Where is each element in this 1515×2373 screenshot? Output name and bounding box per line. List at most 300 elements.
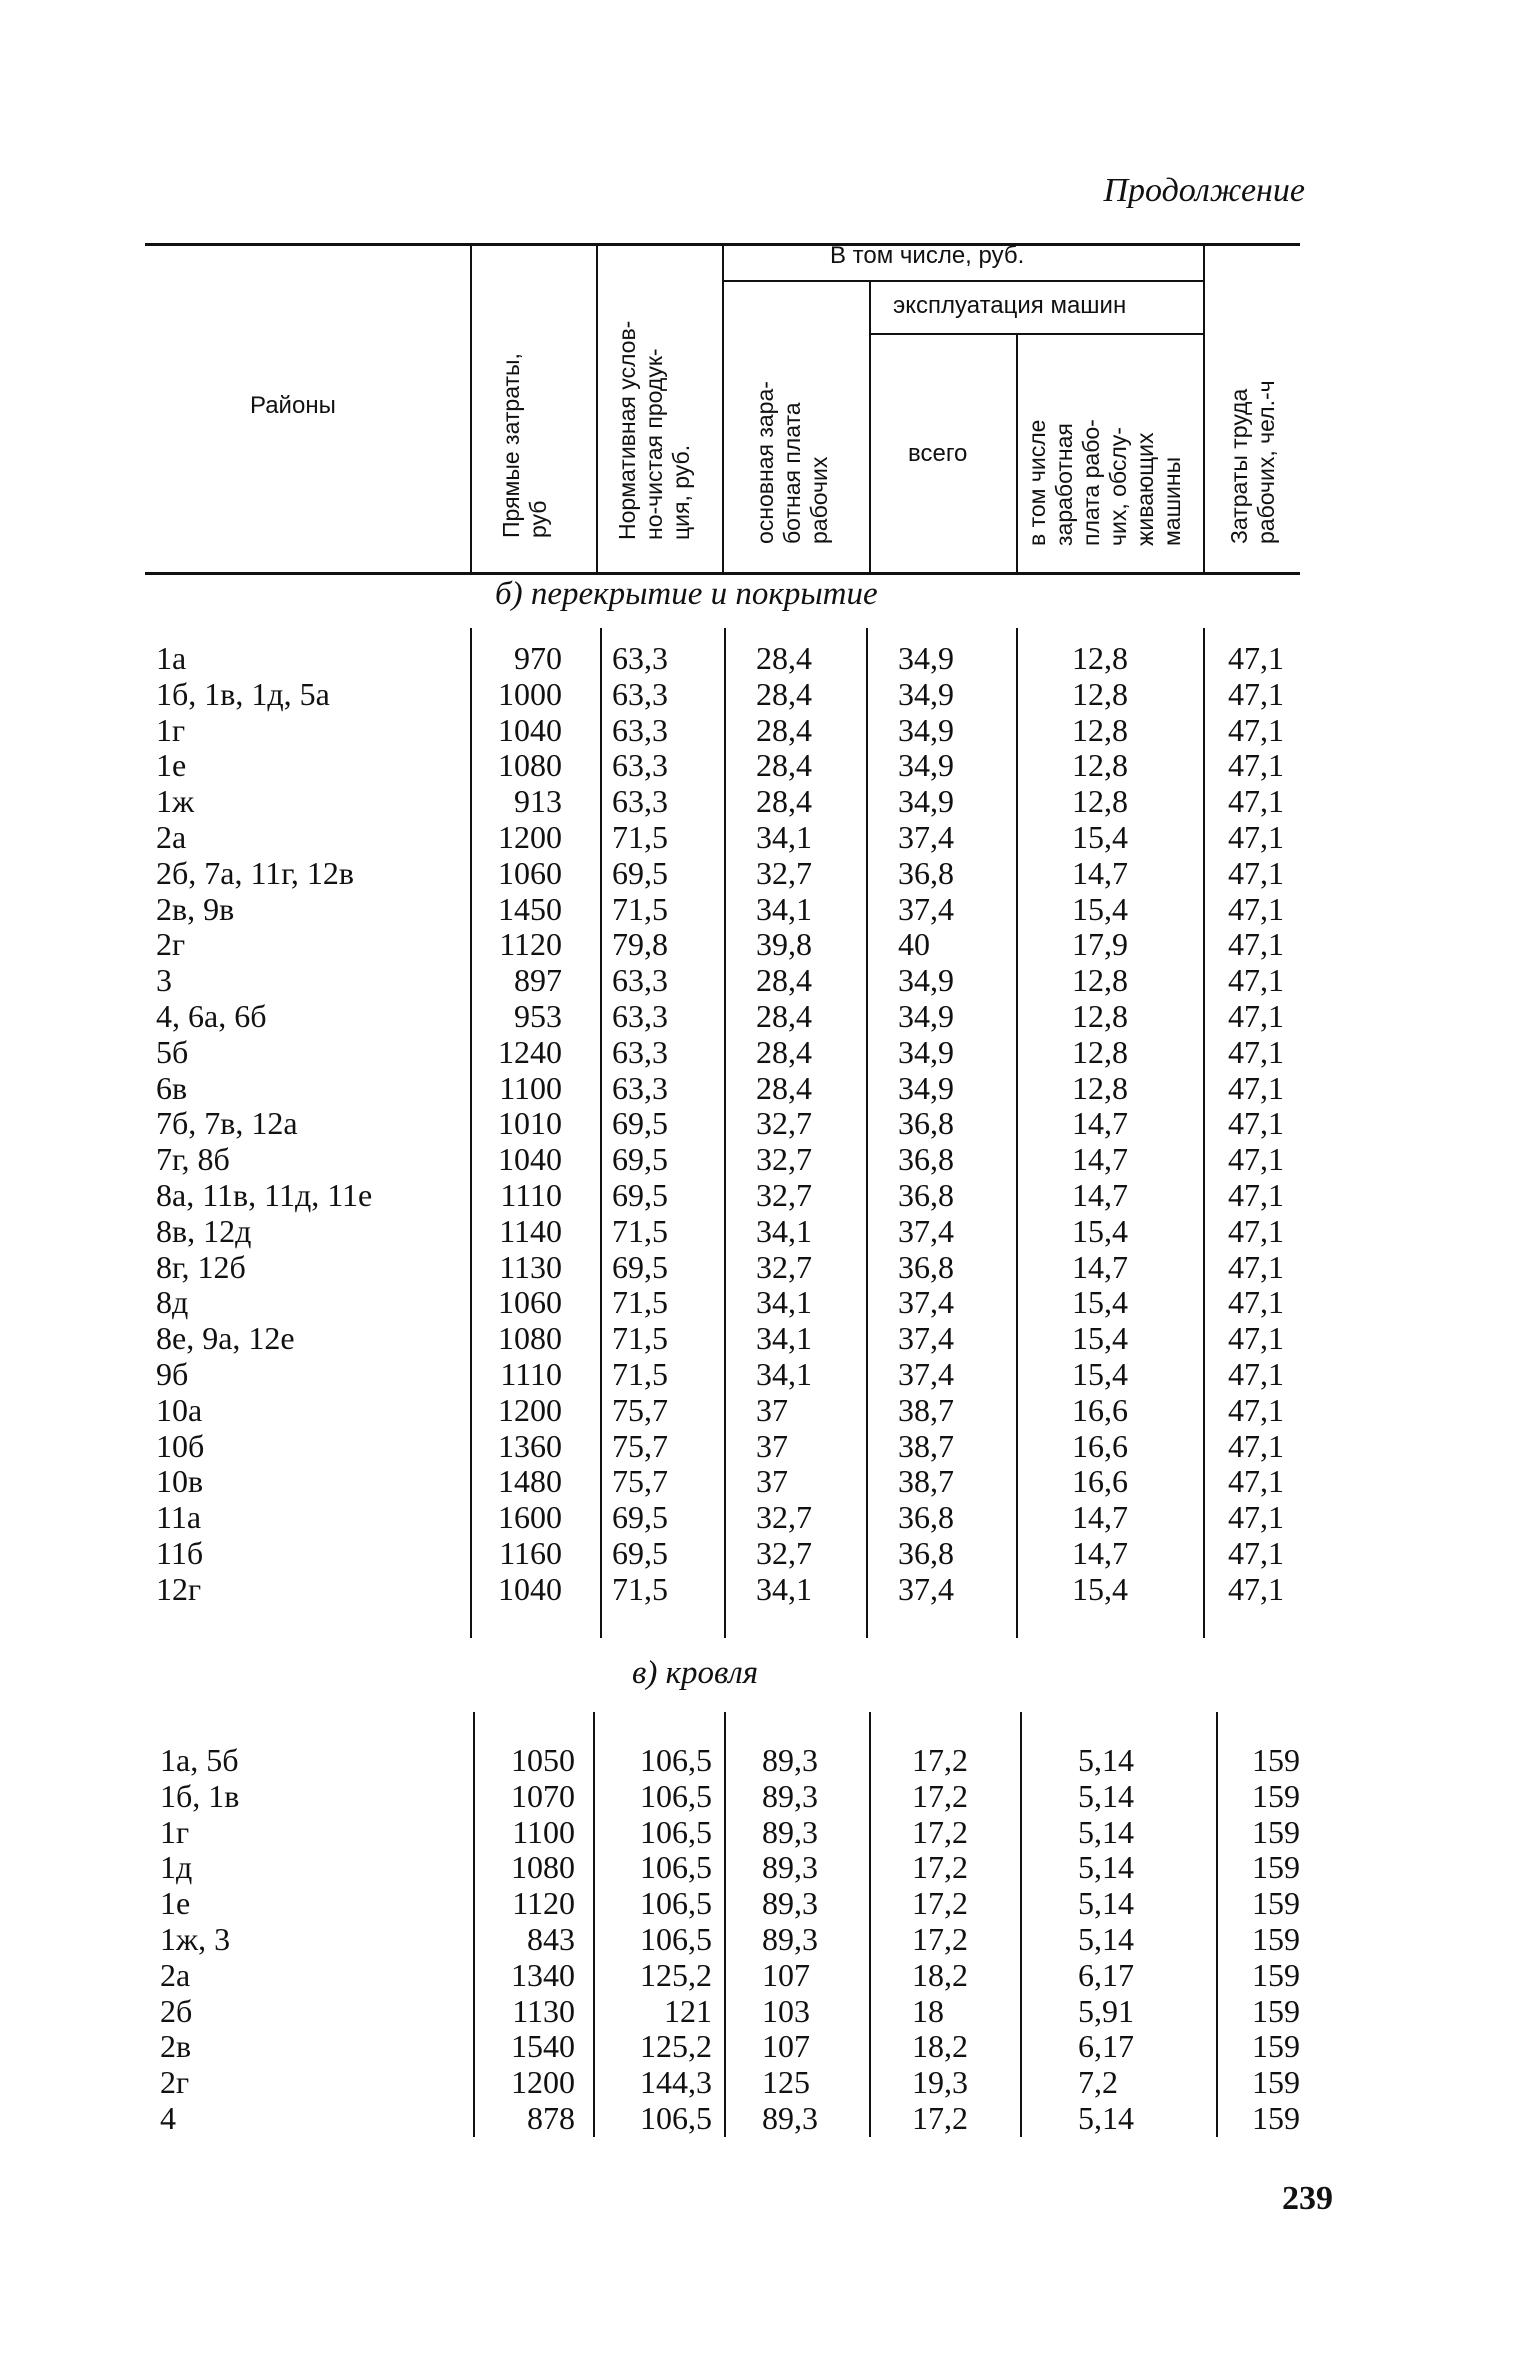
cell-region: 1г [156,711,186,748]
table-row [0,783,1515,819]
cell-machines-total: 17,2 [912,1849,968,1886]
cell-machines-total: 34,9 [898,783,954,820]
table-row [0,1993,1515,2029]
cell-labor: 47,1 [1228,819,1284,855]
table-row [0,998,1515,1034]
cell-region: 1е [156,747,187,784]
cell-direct-cost: 1080 [511,1849,575,1886]
cell-normative: 71,5 [612,1570,668,1607]
cell-machine-wage: 6,17 [1078,1956,1134,1993]
cell-region: 7б, 7в, 12а [156,1105,298,1142]
cell-region: 4, 6а, 6б [156,998,267,1034]
cell-labor: 47,1 [1228,1356,1284,1392]
cell-wage: 34,1 [756,1356,812,1392]
cell-labor: 47,1 [1228,1391,1284,1428]
table-row [0,1885,1515,1921]
cell-labor: 159 [1252,2064,1300,2101]
cell-machines-total: 17,2 [912,1742,968,1778]
cell-direct-cost: 1480 [498,1463,562,1500]
cell-wage: 34,1 [756,819,812,855]
cell-machine-wage: 14,7 [1072,854,1128,891]
cell-machine-wage: 5,14 [1078,1921,1134,1957]
cell-region: 2а [156,819,187,855]
table-row [0,926,1515,962]
table-row [0,1070,1515,1106]
cell-wage: 28,4 [756,747,812,784]
cell-region: 5б [156,1033,189,1070]
cell-wage: 28,4 [756,962,812,999]
cell-wage: 32,7 [756,1248,812,1285]
cell-wage: 125 [762,2064,810,2101]
table-row [0,1213,1515,1249]
table-row [0,2028,1515,2064]
cell-normative: 69,5 [612,854,668,891]
cell-direct-cost: 1340 [511,1956,575,1993]
cell-machine-wage: 14,7 [1072,1499,1128,1536]
cell-machine-wage: 5,14 [1078,1849,1134,1886]
cell-machines-total: 17,2 [912,2100,968,2136]
header-bottom-rule [145,572,1300,575]
cell-normative: 106,5 [640,1885,712,1922]
incl-group-rule [723,280,1203,282]
cell-region: 11а [156,1499,202,1536]
table-row [0,1921,1515,1957]
cell-region: 1б, 1в [160,1777,240,1814]
cell-wage: 28,4 [756,783,812,820]
cell-normative: 63,3 [612,998,668,1034]
cell-labor: 47,1 [1228,1463,1284,1500]
cell-normative: 63,3 [612,1069,668,1106]
cell-normative: 71,5 [612,1320,668,1357]
header-divider [1016,335,1018,572]
cell-normative: 63,3 [612,675,668,712]
group-header-machines: эксплуатация машин [893,292,1127,319]
header-divider [1203,243,1205,572]
cell-wage: 89,3 [762,1777,818,1814]
cell-normative: 125,2 [640,2028,712,2065]
cell-region: 1ж, 3 [160,1921,231,1957]
cell-normative: 106,5 [640,2100,712,2136]
cell-direct-cost: 1120 [512,1885,575,1922]
continuation-label: Продолжение [1103,172,1305,209]
cell-direct-cost: 1240 [498,1033,562,1070]
cell-wage: 89,3 [762,1813,818,1850]
cell-direct-cost: 1140 [499,1212,562,1249]
cell-region: 1е [160,1885,191,1922]
cell-region: 2в, 9в [156,890,235,927]
cell-machines-total: 37,4 [898,819,954,855]
cell-direct-cost: 1080 [498,1320,562,1357]
section-title-roof: в) кровля [632,1655,759,1691]
cell-machines-total: 38,7 [898,1391,954,1428]
cell-direct-cost: 1110 [500,1356,562,1392]
cell-wage: 89,3 [762,1742,818,1778]
cell-labor: 47,1 [1228,1570,1284,1607]
cell-direct-cost: 1600 [498,1499,562,1536]
cell-labor: 47,1 [1228,1284,1284,1321]
cell-labor: 47,1 [1228,1248,1284,1285]
cell-machine-wage: 12,8 [1072,998,1128,1034]
cell-labor: 47,1 [1228,1177,1284,1213]
cell-labor: 47,1 [1228,1105,1284,1142]
cell-machines-total: 38,7 [898,1463,954,1500]
cell-machines-total: 34,9 [898,711,954,748]
cell-machines-total: 17,2 [912,1813,968,1850]
cell-machines-total: 36,8 [898,1105,954,1142]
cell-region: 12г [156,1570,202,1607]
cell-direct-cost: 953 [514,998,562,1034]
cell-labor: 159 [1252,2028,1300,2065]
cell-region: 7г, 8б [156,1141,230,1178]
cell-direct-cost: 1040 [498,1570,562,1607]
cell-labor: 47,1 [1228,926,1284,963]
cell-labor: 159 [1252,1956,1300,1993]
cell-wage: 39,8 [756,926,812,963]
cell-machine-wage: 17,9 [1072,926,1128,963]
cell-machines-total: 37,4 [898,1570,954,1607]
table-row [0,676,1515,712]
cell-wage: 32,7 [756,1499,812,1536]
cell-normative: 106,5 [640,1777,712,1814]
cell-direct-cost: 1200 [511,2064,575,2101]
cell-machine-wage: 7,2 [1078,2064,1118,2101]
cell-region: 8в, 12д [156,1212,252,1249]
cell-direct-cost: 1080 [498,747,562,784]
cell-direct-cost: 1010 [498,1105,562,1142]
cell-region: 8а, 11в, 11д, 11е [156,1177,373,1213]
cell-region: 1б, 1в, 1д, 5а [156,675,330,712]
cell-direct-cost: 1200 [498,1391,562,1428]
cell-region: 1а, 5б [160,1742,239,1778]
cell-labor: 47,1 [1228,747,1284,784]
cell-labor: 159 [1252,1777,1300,1814]
header-divider [722,243,724,572]
cell-machines-total: 18,2 [912,2028,968,2065]
cell-labor: 47,1 [1228,854,1284,891]
cell-machine-wage: 16,6 [1072,1463,1128,1500]
cell-region: 9б [156,1356,189,1392]
cell-region: 10а [156,1391,203,1428]
cell-normative: 106,5 [640,1742,712,1778]
cell-direct-cost: 1000 [498,675,562,712]
cell-machine-wage: 5,14 [1078,1777,1134,1814]
cell-normative: 69,5 [612,1105,668,1142]
cell-machine-wage: 16,6 [1072,1391,1128,1428]
cell-direct-cost: 1540 [511,2028,575,2065]
cell-direct-cost: 1060 [498,1284,562,1321]
cell-machines-total: 37,4 [898,1320,954,1357]
cell-wage: 37 [756,1391,788,1428]
cell-wage: 34,1 [756,1212,812,1249]
cell-direct-cost: 913 [514,783,562,820]
cell-labor: 47,1 [1228,1320,1284,1357]
cell-labor: 47,1 [1228,1427,1284,1464]
table-row [0,1957,1515,1993]
cell-wage: 28,4 [756,640,812,676]
cell-machine-wage: 12,8 [1072,640,1128,676]
cell-region: 6в [156,1069,188,1106]
cell-machines-total: 37,4 [898,890,954,927]
table-row [0,1284,1515,1320]
cell-machines-total: 18,2 [912,1956,968,1993]
table-row [0,1034,1515,1070]
cell-machines-total: 17,2 [912,1777,968,1814]
cell-region: 2в [160,2028,192,2065]
cell-normative: 125,2 [640,1956,712,1993]
cell-region: 11б [156,1535,204,1571]
cell-region: 2г [160,2064,190,2101]
section-title-floor: б) перекрытие и покрытие [495,576,878,612]
table-row [0,1535,1515,1571]
cell-direct-cost: 1100 [512,1813,575,1850]
cell-machine-wage: 5,14 [1078,2100,1134,2136]
col-header-wage: основная зара- ботная плата рабочих [752,381,832,544]
cell-machines-total: 36,8 [898,1499,954,1536]
cell-labor: 47,1 [1228,783,1284,820]
cell-machines-total: 38,7 [898,1427,954,1464]
table-row [0,962,1515,998]
cell-wage: 32,7 [756,1141,812,1178]
cell-wage: 89,3 [762,2100,818,2136]
cell-machines-total: 37,4 [898,1212,954,1249]
cell-wage: 32,7 [756,1105,812,1142]
cell-machine-wage: 6,17 [1078,2028,1134,2065]
cell-normative: 75,7 [612,1427,668,1464]
table-row [0,1177,1515,1213]
cell-labor: 159 [1252,1921,1300,1957]
cell-machine-wage: 14,7 [1072,1141,1128,1178]
cell-labor: 47,1 [1228,1069,1284,1106]
cell-machine-wage: 15,4 [1072,1320,1128,1357]
page-number: 239 [1282,2180,1333,2217]
cell-machine-wage: 12,8 [1072,783,1128,820]
cell-wage: 28,4 [756,998,812,1034]
cell-wage: 89,3 [762,1921,818,1957]
cell-region: 4 [160,2100,176,2136]
cell-labor: 47,1 [1228,675,1284,712]
cell-normative: 71,5 [612,819,668,855]
cell-machine-wage: 12,8 [1072,962,1128,999]
cell-wage: 89,3 [762,1885,818,1922]
cell-machine-wage: 14,7 [1072,1535,1128,1571]
cell-region: 10в [156,1463,204,1500]
cell-wage: 32,7 [756,854,812,891]
cell-machine-wage: 15,4 [1072,819,1128,855]
cell-wage: 28,4 [756,1033,812,1070]
table-row [0,712,1515,748]
cell-machine-wage: 15,4 [1072,1212,1128,1249]
cell-wage: 107 [762,1956,810,1993]
table-row [0,2064,1515,2100]
cell-direct-cost: 1040 [498,1141,562,1178]
cell-labor: 47,1 [1228,711,1284,748]
cell-labor: 47,1 [1228,1141,1284,1178]
cell-direct-cost: 1360 [498,1427,562,1464]
cell-machine-wage: 15,4 [1072,1284,1128,1321]
cell-machines-total: 19,3 [912,2064,968,2101]
cell-labor: 159 [1252,1885,1300,1922]
cell-machines-total: 17,2 [912,1885,968,1922]
table-row [0,1428,1515,1464]
cell-labor: 47,1 [1228,1212,1284,1249]
cell-wage: 34,1 [756,1570,812,1607]
cell-machine-wage: 5,14 [1078,1885,1134,1922]
cell-direct-cost: 1200 [498,819,562,855]
table-row [0,2100,1515,2136]
cell-direct-cost: 1110 [500,1177,562,1213]
cell-normative: 144,3 [640,2064,712,2101]
cell-normative: 71,5 [612,1356,668,1392]
cell-wage: 103 [762,1992,810,2029]
cell-labor: 47,1 [1228,1499,1284,1536]
cell-wage: 37 [756,1427,788,1464]
cell-machines-total: 34,9 [898,1069,954,1106]
cell-region: 3 [156,962,172,999]
cell-machine-wage: 5,14 [1078,1742,1134,1778]
cell-machine-wage: 12,8 [1072,1033,1128,1070]
col-header-normative: Нормативная услов- но-чистая продук- ция, руб. [614,320,694,540]
cell-machine-wage: 5,91 [1078,1992,1134,2029]
cell-wage: 32,7 [756,1535,812,1571]
cell-wage: 37 [756,1463,788,1500]
cell-machine-wage: 15,4 [1072,1356,1128,1392]
cell-normative: 63,3 [612,747,668,784]
cell-normative: 121 [664,1992,712,2029]
cell-wage: 89,3 [762,1849,818,1886]
cell-machine-wage: 14,7 [1072,1177,1128,1213]
cell-normative: 75,7 [612,1463,668,1500]
cell-normative: 106,5 [640,1921,712,1957]
cell-wage: 107 [762,2028,810,2065]
cell-wage: 34,1 [756,890,812,927]
cell-machines-total: 34,9 [898,640,954,676]
table-row [0,1814,1515,1850]
cell-machines-total: 17,2 [912,1921,968,1957]
cell-wage: 34,1 [756,1284,812,1321]
cell-region: 1ж [156,783,195,820]
cell-labor: 47,1 [1228,998,1284,1034]
cell-normative: 63,3 [612,1033,668,1070]
cell-normative: 63,3 [612,711,668,748]
table-row [0,855,1515,891]
cell-region: 8г, 12б [156,1248,246,1285]
cell-normative: 63,3 [612,783,668,820]
cell-region: 1а [156,640,187,676]
cell-normative: 71,5 [612,890,668,927]
cell-machines-total: 36,8 [898,1535,954,1571]
cell-normative: 106,5 [640,1849,712,1886]
col-header-machine-wage: в том числе заработная плата рабо- чих, обслу- живающих машины [1024,419,1185,546]
cell-labor: 47,1 [1228,1033,1284,1070]
cell-normative: 75,7 [612,1391,668,1428]
table-row [0,1320,1515,1356]
cell-direct-cost: 1130 [512,1992,575,2029]
cell-machines-total: 36,8 [898,1177,954,1213]
cell-normative: 69,5 [612,1499,668,1536]
cell-direct-cost: 970 [514,640,562,676]
cell-machine-wage: 12,8 [1072,675,1128,712]
cell-normative: 69,5 [612,1535,668,1571]
cell-direct-cost: 1450 [498,890,562,927]
cell-normative: 71,5 [612,1284,668,1321]
cell-normative: 71,5 [612,1212,668,1249]
cell-machines-total: 36,8 [898,1141,954,1178]
table-row [0,640,1515,676]
table-row [0,1571,1515,1607]
cell-machines-total: 34,9 [898,998,954,1034]
header-divider [596,243,598,572]
cell-direct-cost: 1100 [499,1069,562,1106]
cell-machine-wage: 14,7 [1072,1248,1128,1285]
cell-wage: 34,1 [756,1320,812,1357]
cell-direct-cost: 1160 [499,1535,562,1571]
cell-machine-wage: 12,8 [1072,711,1128,748]
table-row [0,1392,1515,1428]
cell-normative: 63,3 [612,640,668,676]
cell-region: 10б [156,1427,205,1464]
cell-machine-wage: 14,7 [1072,1105,1128,1142]
cell-machines-total: 34,9 [898,675,954,712]
cell-labor: 159 [1252,1742,1300,1778]
col-header-total: всего [908,440,968,467]
cell-machines-total: 18 [912,1992,944,2029]
cell-direct-cost: 1060 [498,854,562,891]
header-divider [470,243,472,572]
table-row [0,1463,1515,1499]
cell-region: 1д [160,1849,193,1886]
table-row [0,1778,1515,1814]
cell-normative: 69,5 [612,1141,668,1178]
table-row [0,747,1515,783]
header-divider [869,282,871,572]
table-row [0,1141,1515,1177]
cell-region: 2б [160,1992,193,2029]
cell-wage: 28,4 [756,711,812,748]
cell-normative: 79,8 [612,926,668,963]
cell-machines-total: 34,9 [898,747,954,784]
cell-direct-cost: 1120 [499,926,562,963]
cell-region: 2г [156,926,186,963]
cell-normative: 69,5 [612,1248,668,1285]
cell-machines-total: 37,4 [898,1284,954,1321]
cell-machine-wage: 12,8 [1072,747,1128,784]
cell-region: 1г [160,1813,190,1850]
cell-wage: 32,7 [756,1177,812,1213]
group-header-incl: В том числе, руб. [830,242,1025,269]
cell-region: 8е, 9а, 12е [156,1320,295,1357]
cell-machines-total: 37,4 [898,1356,954,1392]
table-row [0,1249,1515,1285]
cell-machines-total: 36,8 [898,1248,954,1285]
cell-machines-total: 34,9 [898,1033,954,1070]
cell-direct-cost: 1130 [499,1248,562,1285]
cell-direct-cost: 1070 [511,1777,575,1814]
table-row [0,1356,1515,1392]
table-row [0,819,1515,855]
cell-normative: 63,3 [612,962,668,999]
cell-wage: 28,4 [756,675,812,712]
cell-labor: 159 [1252,1992,1300,2029]
cell-normative: 106,5 [640,1813,712,1850]
cell-wage: 28,4 [756,1069,812,1106]
cell-labor: 159 [1252,2100,1300,2136]
cell-region: 8д [156,1284,189,1321]
cell-region: 2а [160,1956,191,1993]
cell-machines-total: 34,9 [898,962,954,999]
table-row [0,1105,1515,1141]
col-header-direct: Прямые затраты, руб [498,353,551,538]
cell-labor: 159 [1252,1813,1300,1850]
